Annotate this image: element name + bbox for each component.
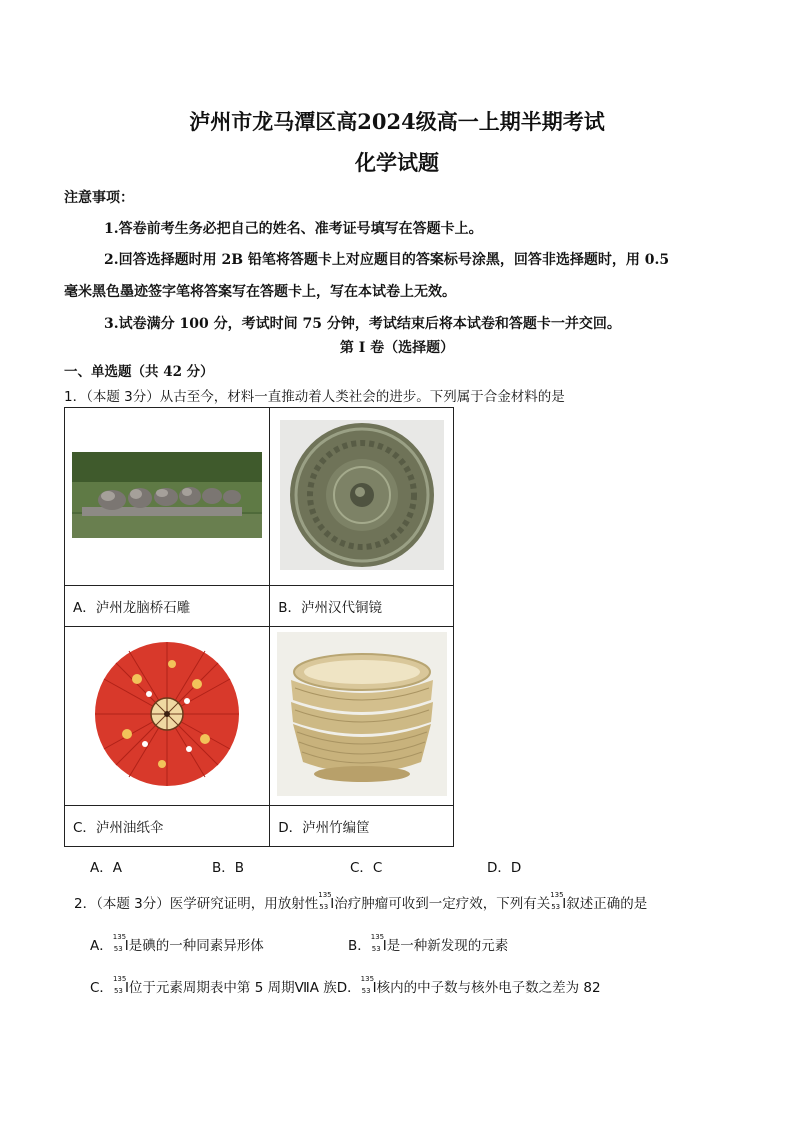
mass-number: 135	[370, 933, 385, 941]
question-1-stem: 1．（本题 3分）从古至今，材料一直推动着人类社会的进步。下列属于合金材料的是	[64, 389, 565, 405]
isotope-notation	[370, 933, 385, 954]
element-symbol: I	[562, 896, 567, 912]
exam-subject: 化学试题	[355, 150, 439, 175]
element-symbol: I	[372, 980, 377, 996]
exam-title: 泸州市龙马潭区高2024级高一上期半期考试	[189, 109, 605, 134]
question-2-stem-start: 2．（本题 3分）医学研究证明，用放射性	[74, 896, 319, 912]
atomic-number: 53	[551, 903, 561, 911]
notice-item-3: 3.试卷满分 100 分，考试时间 75 分钟，考试结束后将本试卷和答题卡一并交回。	[104, 316, 621, 332]
question-1-choice-c[interactable]: C．C	[350, 860, 383, 876]
choice-letter-d[interactable]: D．	[336, 980, 361, 996]
mass-number: 135	[550, 891, 564, 899]
question-1-option-table	[64, 407, 454, 847]
bamboo-basket-image	[277, 632, 447, 796]
choice-text: 位于元素周期表中第 5 周期ⅦA 族	[128, 980, 337, 996]
choice-letter: B．	[348, 938, 371, 954]
choice-text-d: 核内的中子数与核外电子数之差为 82	[376, 980, 601, 996]
isotope-notation	[360, 975, 375, 996]
question-2-choice-c[interactable]	[90, 976, 601, 996]
isotope-notation	[112, 975, 127, 996]
question-2-choice-b[interactable]	[348, 934, 508, 954]
element-symbol: I	[124, 938, 129, 954]
isotope-notation	[112, 933, 127, 954]
option-d-image-cell	[270, 627, 454, 805]
option-a-image-cell	[65, 408, 270, 586]
atomic-number: 53	[371, 945, 381, 953]
question-1-choice-b[interactable]: B．B	[212, 860, 245, 876]
atomic-number: 53	[361, 987, 371, 995]
element-symbol: I	[124, 980, 129, 996]
option-b-caption: B．泸州汉代铜镜	[270, 586, 454, 627]
atomic-number: 53	[113, 987, 123, 995]
question-2-stem-middle: 治疗肿瘤可收到一定疗效，下列有关	[334, 896, 551, 912]
mass-number: 135	[318, 891, 332, 899]
question-2-stem	[74, 892, 647, 912]
mass-number: 135	[112, 975, 127, 983]
notice-heading: 注意事项：	[64, 190, 134, 206]
atomic-number: 53	[113, 945, 123, 953]
notice-item-2: 2.回答选择题时用 2B 铅笔将答题卡上对应题目的答案标号涂黑，回答非选择题时，用 0.5	[104, 252, 670, 268]
notice-item-1: 1.答卷前考生务必把自己的姓名、准考证号填写在答题卡上。	[104, 221, 483, 237]
question-2-stem-end: 叙述正确的是	[566, 896, 648, 912]
section-heading: 一、单选题（共 42 分）	[64, 364, 214, 380]
stone-carving-image	[72, 452, 262, 538]
choice-letter: C．	[90, 980, 113, 996]
isotope-notation	[550, 891, 564, 912]
oil-paper-umbrella-image	[87, 639, 247, 789]
question-2-choice-a[interactable]	[90, 934, 264, 954]
volume-heading: 第 I 卷（选择题）	[339, 340, 455, 356]
option-d-caption: D．泸州竹编筐	[270, 805, 454, 846]
choice-text: 是一种新发现的元素	[386, 938, 509, 954]
notice-item-2-cont: 毫米黑色墨迹签字笔将答案写在答题卡上，写在本试卷上无效。	[64, 284, 456, 300]
option-b-image-cell	[270, 408, 454, 586]
choice-text: 是碘的一种同素异形体	[128, 938, 264, 954]
question-1-choice-a[interactable]: A．A	[90, 860, 122, 876]
question-1-choice-d[interactable]: D．D	[487, 860, 522, 876]
option-c-image-cell	[65, 627, 270, 805]
option-c-caption: C．泸州油纸伞	[65, 805, 270, 846]
isotope-notation	[318, 891, 332, 912]
choice-letter: A．	[90, 938, 113, 954]
element-symbol: I	[330, 896, 335, 912]
element-symbol: I	[382, 938, 387, 954]
option-a-caption: A．泸州龙脑桥石雕	[65, 586, 270, 627]
bronze-mirror-image	[280, 420, 444, 570]
mass-number: 135	[112, 933, 127, 941]
mass-number: 135	[360, 975, 375, 983]
atomic-number: 53	[319, 903, 329, 911]
